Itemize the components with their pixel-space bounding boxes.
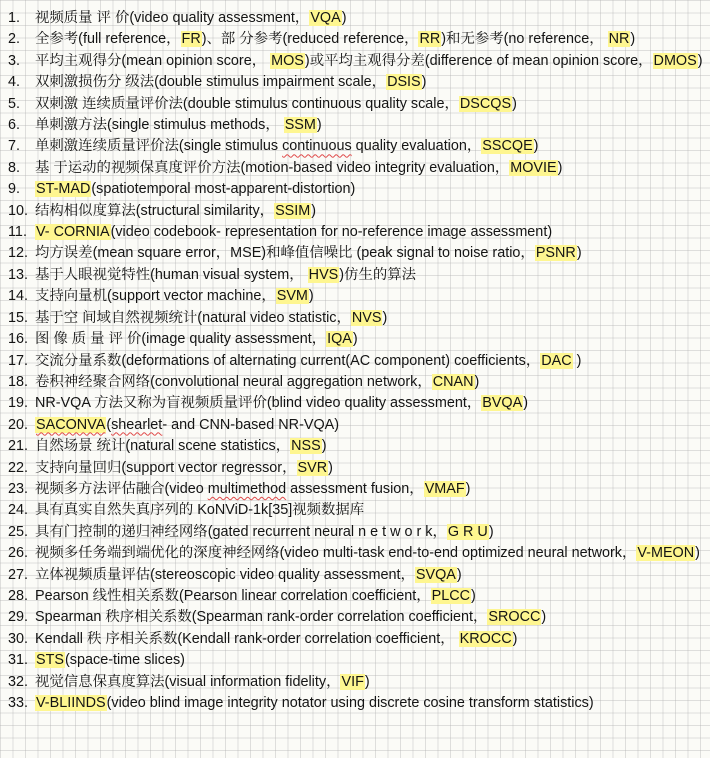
text-segment: ) [341,10,347,26]
item-number: 1. [8,10,21,26]
item-text [35,351,704,372]
item-text [35,115,704,136]
text-segment: (video codebook- representation for no-reference image assessment) [110,224,553,241]
highlighted-abbreviation: ST-MAD [36,181,91,198]
list-item [8,479,704,500]
text-segment: ) [308,288,314,305]
highlighted-abbreviation: NVS [351,309,382,326]
item-number: 30. [8,630,29,647]
highlighted-abbreviation: FR [181,31,201,48]
text-segment: )或平均主观得分差(difference of mean opinion score， [304,52,653,69]
text-segment: 视频质量 评 价(video quality assessment， [35,10,310,26]
item-number: 28. [8,587,29,604]
item-text [35,522,704,543]
text-segment: ) [311,202,317,219]
item-number: 3. [8,52,21,69]
text-segment: ) [352,331,358,348]
text-segment: ) [456,566,462,583]
text-segment: 双刺激损伤分 级法(double stimulus impairment scale， [35,74,387,91]
text-segment: 自然场景 统计(natural scene statistics， [35,438,291,455]
spellcheck-word: continuous [282,138,352,155]
list-item [8,565,704,586]
list-item [8,500,704,521]
text-segment: Pearson 线性相关系数(Pearson linear correlation coefficient， [35,587,431,604]
text-segment: 视频多任务端到端优化的深度神经网络(video multi-task end-to-end optimized neural network， [35,545,637,562]
text-segment: ) [364,673,370,690]
item-text [35,458,704,479]
item-text [35,565,704,586]
text-segment: ) [557,159,563,176]
text-segment: (spatiotemporal most-apparent-distortion) [91,181,356,198]
text-segment: quality evaluation， [351,138,482,155]
highlighted-abbreviation: KROCC [459,630,512,647]
list-item [8,329,704,350]
list-item [8,72,704,93]
text-segment: ) [630,31,636,48]
item-number: 14. [8,288,29,305]
list-item [8,458,704,479]
highlighted-abbreviation: DMOS [653,52,697,69]
text-segment: 视觉信息保真度算法(visual information fidelity， [35,673,341,690]
text-segment: 视频多方法评估融合(video [35,480,208,497]
text-segment: ) [465,480,471,497]
highlighted-abbreviation: V-BLIINDS [36,695,106,711]
list-item [8,607,704,628]
text-segment: 支持向量机(support vector machine， [35,288,276,305]
item-number: 7. [8,138,21,155]
item-number: 15. [8,309,29,326]
item-text [35,286,704,307]
item-number: 29. [8,609,29,626]
highlighted-abbreviation: NR [608,31,630,48]
item-text [35,650,704,671]
item-text [35,393,704,414]
text-segment: ) [697,52,703,69]
text-segment: 基 于运动的视频保真度评价方法(motion-based video integrity evaluation， [35,159,510,176]
item-text [35,8,704,29]
list-item [8,29,704,50]
item-number: 4. [8,74,21,91]
text-segment: ) [576,245,582,262]
highlighted-abbreviation: RR [419,31,441,48]
text-segment: ) [488,523,494,540]
list-item [8,222,704,243]
text-segment: ) [328,459,333,476]
highlighted-abbreviation: MOVIE [510,159,557,176]
item-text [35,222,704,243]
highlighted-abbreviation: SSCQE [482,138,533,155]
text-segment: 立体视频质量评估(stereoscopic video quality assessment， [35,566,415,583]
text-segment: ) [316,117,322,134]
item-text [35,179,704,200]
text-segment: (video blind image integrity notator using discrete cosine transform statistics) [106,695,594,711]
list-item [8,265,704,286]
list-item [8,351,704,372]
list-item [8,286,704,307]
highlighted-abbreviation: BVQA [482,395,523,412]
list-item [8,543,704,564]
highlighted-abbreviation: SSM [284,117,316,134]
item-text [35,629,704,650]
item-text [35,158,704,179]
item-number: 25. [8,523,29,540]
list-item [8,436,704,457]
item-number: 9. [8,181,21,198]
text-segment: 平均主观得分(mean opinion score， [35,52,271,69]
text-segment: 双刺激 连续质量评价法(double stimulus continuous quality scale， [35,95,459,112]
highlighted-abbreviation: V- CORNIA [36,224,110,241]
item-number: 11. [8,224,27,241]
highlighted-abbreviation: SACONVA [36,416,106,433]
highlighted-abbreviation: PSNR [535,245,576,262]
item-number: 18. [8,373,29,390]
item-number: 20. [8,416,29,433]
highlighted-abbreviation: G R U [447,523,488,540]
item-number: 10. [8,202,29,219]
item-number: 13. [8,266,29,283]
list-item [8,393,704,414]
list-item [8,650,704,671]
list-item [8,372,704,393]
item-number: 22. [8,459,29,476]
spellcheck-word: shearlet [111,416,163,433]
text-segment: 具有真实自然失真序列的 KoNViD-1k[35]视频数据库 [35,502,365,519]
highlighted-abbreviation: SSIM [275,202,311,219]
highlighted-abbreviation: VMAF [424,480,465,497]
text-segment: 单刺激方法(single stimulus methods， [35,117,284,134]
text-segment: ( [106,416,112,433]
list-item [8,672,704,693]
list-item [8,136,704,157]
item-text [35,436,704,457]
text-segment: Kendall 秩 序相关系数(Kendall rank-order correlation coefficient， [35,630,459,647]
item-text [35,479,704,500]
item-text [35,607,704,628]
text-segment: ) [523,395,529,412]
text-segment: )和无参考(no reference， [441,31,608,48]
item-number: 21. [8,438,29,455]
text-segment: )仿生的算法 [339,266,417,283]
list-item [8,415,704,436]
text-segment: )、部 分参考(reduced reference， [201,31,419,48]
text-segment: ) [421,74,427,91]
item-text [35,500,704,521]
item-text [35,693,704,714]
text-segment: 单刺激连续质量评价法(single stimulus [35,138,283,155]
item-number: 2. [8,31,21,48]
item-text [35,51,704,72]
highlighted-abbreviation: SVR [297,459,328,476]
text-segment: 具有门控制的递归神经网络(gated recurrent neural n e t w o r k， [35,523,447,540]
text-segment: ) [321,438,327,455]
text-segment: 均方误差(mean square error，MSE)和峰值信噪比 (peak signal to noise ratio， [35,245,535,262]
text-segment: ) [512,95,517,112]
text-segment: ) [512,630,518,647]
text-segment: ) [471,587,476,604]
text-segment: 支持向量回归(support vector regressor， [35,459,297,476]
list-item [8,629,704,650]
text-segment: - and CNN-based NR-VQA) [162,416,340,433]
item-text [35,586,704,607]
text-segment: (space-time slices) [65,652,185,669]
text-segment: 基于空 间域自然视频统计(natural video statistic， [35,309,351,326]
text-segment: ) [541,609,547,626]
item-text [35,265,704,286]
item-text [35,415,704,436]
item-text [35,372,704,393]
highlighted-abbreviation: CNAN [432,373,474,390]
highlighted-abbreviation: IQA [327,331,352,348]
highlighted-abbreviation: DSIS [387,74,421,91]
list-item [8,8,704,29]
item-number: 5. [8,95,21,112]
list-item [8,201,704,222]
item-number: 6. [8,117,21,134]
list-item [8,94,704,115]
spellcheck-word: multimethod [207,480,287,497]
highlighted-abbreviation: SROCC [488,609,541,626]
item-number: 26. [8,545,29,562]
highlighted-abbreviation: VQA [310,10,341,26]
item-text [35,308,704,329]
highlighted-abbreviation: HVS [308,266,339,283]
item-text [35,29,704,50]
list-item [8,693,704,714]
list-item [8,243,704,264]
item-text [35,672,704,693]
text-segment: ) [572,352,582,369]
text-segment: ) [533,138,539,155]
highlighted-abbreviation: PLCC [431,587,471,604]
text-segment: ) [695,545,700,562]
list-item [8,115,704,136]
highlighted-abbreviation: V-MEON [637,545,695,562]
item-text [35,329,704,350]
highlighted-abbreviation: STS [36,652,64,669]
text-segment: 结构相似度算法(structural similarity， [35,202,275,219]
item-number: 23. [8,480,29,497]
list-item [8,586,704,607]
text-segment: 交流分量系数(deformations of alternating current(AC component) coefficients， [35,352,541,369]
item-number: 33. [8,695,29,711]
item-number: 12. [8,245,29,262]
item-number: 27. [8,566,29,583]
list-item [8,522,704,543]
item-number: 31. [8,652,29,669]
text-segment: 卷积神经聚合网络(convolutional neural aggregation network， [35,373,432,390]
item-text [35,243,704,264]
item-number: 19. [8,395,29,412]
highlighted-abbreviation: SVQA [415,566,456,583]
list-item [8,308,704,329]
text-segment: ) [382,309,388,326]
item-number: 8. [8,159,21,176]
item-number: 17. [8,352,29,369]
item-text [35,72,704,93]
text-segment: ) [474,373,480,390]
highlighted-abbreviation: DSCQS [459,95,512,112]
highlighted-abbreviation: SVM [276,288,308,305]
item-number: 24. [8,502,29,519]
list-item [8,179,704,200]
text-segment: NR-VQA 方法又称为盲视频质量评价(blind video quality assessment， [35,395,482,412]
item-text [35,94,704,115]
item-text [35,201,704,222]
item-number: 32. [8,673,29,690]
highlighted-abbreviation: NSS [291,438,321,455]
text-segment: 图 像 质 量 评 价(image quality assessment， [35,331,327,348]
item-number: 16. [8,331,29,348]
text-segment: 全参考(full reference， [35,31,181,48]
highlighted-abbreviation: MOS [271,52,304,69]
item-text [35,543,704,564]
list-item [8,158,704,179]
item-text [35,136,704,157]
text-segment: Spearman 秩序相关系数(Spearman rank-order correlation coefficient， [35,609,488,626]
highlighted-abbreviation: DAC [541,352,572,369]
list-item [8,51,704,72]
text-segment: assessment fusion， [286,480,424,497]
highlighted-abbreviation: VIF [341,673,364,690]
text-segment: 基于人眼视觉特性(human visual system， [35,266,308,283]
